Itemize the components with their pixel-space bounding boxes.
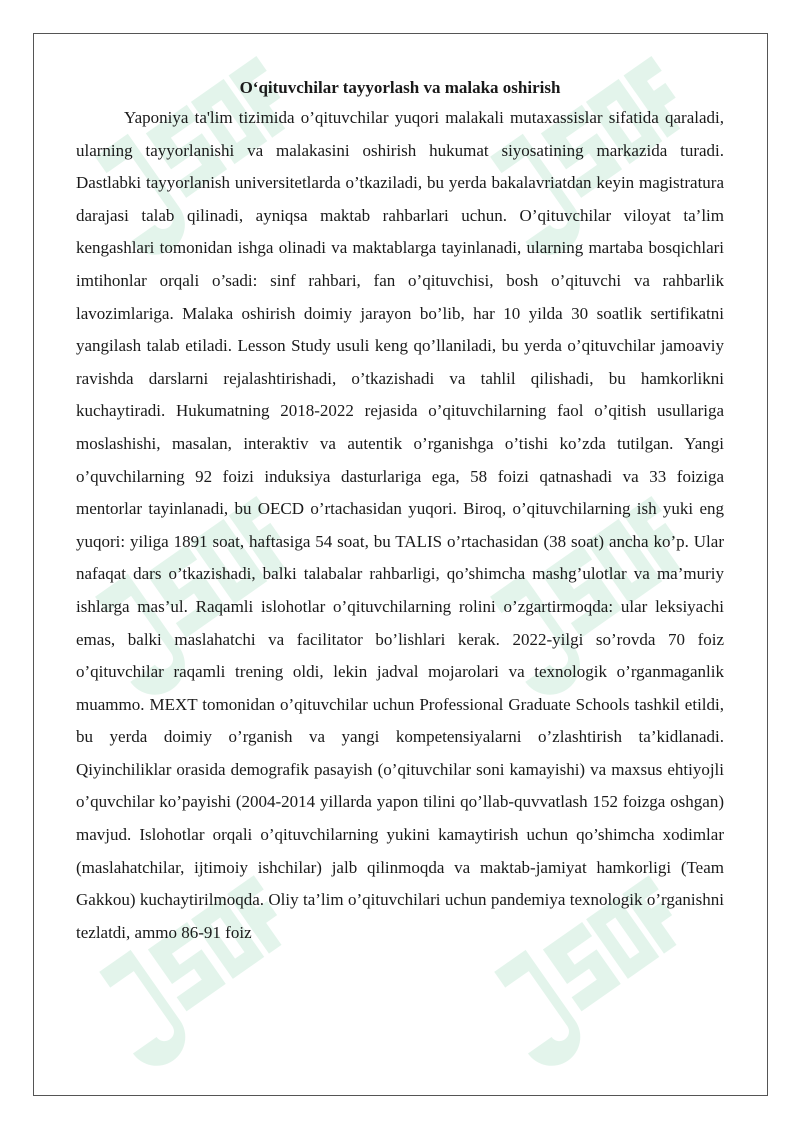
document-title: O‘qituvchilar tayyorlash va malaka oshirish [239,78,561,97]
document-body [76,74,724,949]
body-paragraph: Yaponiya ta'lim tizimida o’qituvchilar yuqori malakali mutaxassislar sifatida qaraladi, ularning tayyorlanishi va malakasini oshirish hukumat siyosatining markazida turadi. Dastlabki tayyorlanish universitetlarda o’tkaziladi, bu yerda bakalavriatdan keyin magistratura darajasi talab qilinadi, ayniqsa maktab rahbarlari uchun. O’qituvchilar viloyat ta’lim kengashlari tomonidan ishga olinadi va maktablarga tayinlanadi, ularning martaba bosqichlari imtihonlar orqali o’sadi: sinf rahbari, fan o’qituvchisi, bosh o’qituvchi va rahbarlik lavozimlariga. Malaka oshirish doimiy jarayon bo’lib, har 10 yilda 30 soatlik sertifikatni yangilash talab etiladi. Lesson Study usuli keng qo’llaniladi, bu yerda o’qituvchilar jamoaviy ravishda darslarni rejalashtirishadi, o’tkazishadi va tahlil qilishadi, bu hamkorlikni kuchaytiradi. Hukumatning 2018-2022 rejasida o’qituvchilarning faol o’qitish usullariga moslashishi, masalan, interaktiv va autentik o’rganishga o’tishi ko’zda tutilgan. Yangi o’quvchilarning 92 foizi induksiya dasturlariga ega, 58 foizi qatnashadi va 33 foiziga mentorlar tayinlanadi, bu OECD o’rtachasidan yuqori. Biroq, o’qituvchilarning ish yuki eng yuqori: yiliga 1891 soat, haftasiga 54 soat, bu TALIS o’rtachasidan (38 soat) ancha ko’p. Ular nafaqat dars o’tkazishadi, balki talabalar rahbarligi, qo’shimcha mashg’ulotlar va ma’muriy ishlarga mas’ul. Raqamli islohotlar o’qituvchilarning rolini o’zgartirmoqda: ular leksiyachi emas, balki maslahatchi va facilitator bo’lishlari kerak. 2022-yilgi so’rovda 70 foiz o’qituvchilar raqamli trening oldi, lekin jadval mojarolari va texnologik o’rganmaganlik muammo. MEXT tomonidan o’qituvchilar uchun Professional Graduate Schools tashkil etildi, bu yerda doimiy o’rganish va yangi kompetensiyalarni o’zlashtirish ta’kidlanadi. Qiyinchiliklar orasida demografik pasayish (o’qituvchilar soni kamayishi) va maxsus ehtiyojli o’quvchilar ko’payishi (2004-2014 yillarda yapon tilini qo’llab-quvvatlash 152 foizga oshgan) mavjud. Islohotlar orqali o’qituvchilarning yukini kamaytirish uchun qo’shimcha xodimlar (maslahatchilar, ijtimoiy ishchilar) jalb qilinmoqda va maktab-jamiyat hamkorligi (Team Gakkou) kuchaytirilmoqda. Oliy ta’lim o’qituvchilari uchun pandemiya texnologik o’rganishni tezlatdi, ammo 86-91 foiz [76,108,724,942]
